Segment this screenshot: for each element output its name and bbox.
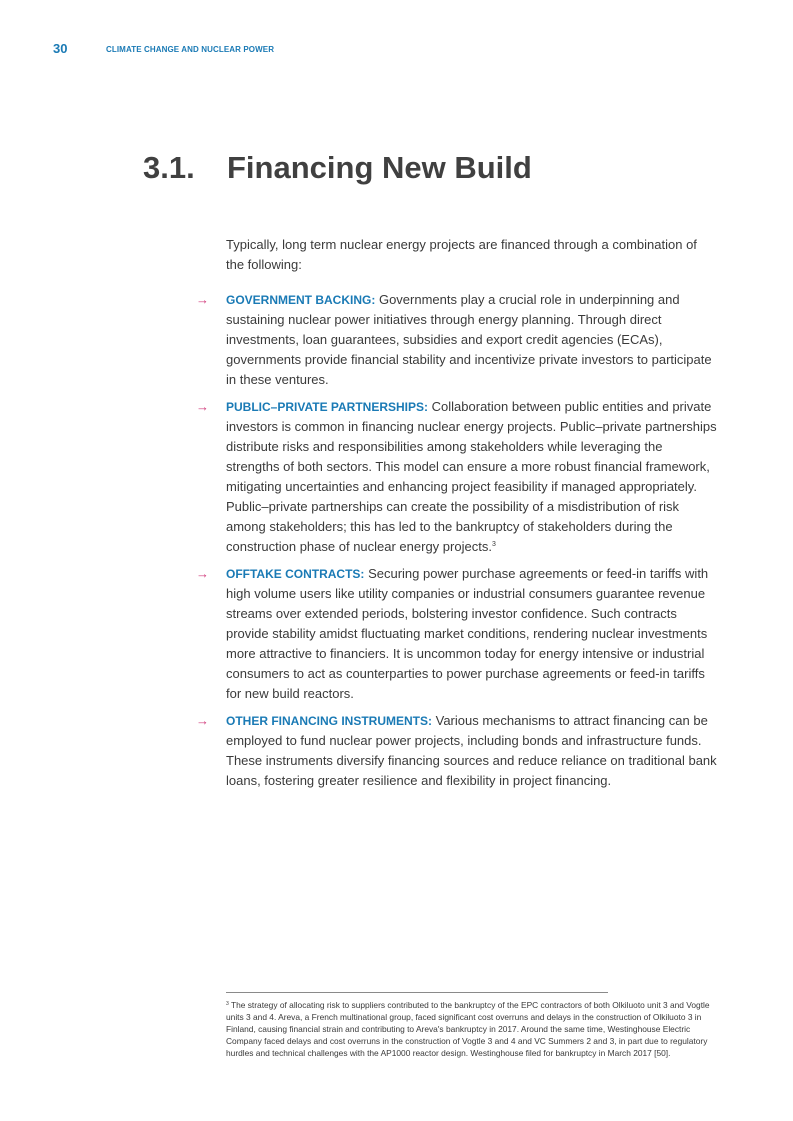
arrow-right-icon: → [196, 566, 209, 581]
intro-paragraph: Typically, long term nuclear energy projects are financed through a combination of the following: [226, 237, 697, 272]
section-heading [143, 150, 532, 186]
footnote-text: The strategy of allocating risk to suppliers contributed to the bankruptcy of the EPC contractors of both Olkiluoto unit 3 and Vogtle units 3 and 4. Areva, a French multinational group, faced significant cost overruns and delays in the construction of Olkiluoto 3 in Finland, causing financial strain and contributing to Areva's bankruptcy in 2017. Around the same time, Westinghouse Electric Company faced delays and cost overruns in the construction of Vogtle 3 and 4 and VC Summers 2 and 3, in part due to regulatory hurdles and technical challenges with the AP1000 reactor design. Westinghouse filed for bankruptcy in March 2017 [50]. [226, 1000, 710, 1058]
list-item-public-private-partnerships [196, 397, 718, 557]
footnote-reference[interactable]: 3 [491, 541, 496, 548]
list-item-text: Various mechanisms to attract financing can be employed to fund nuclear power projects, including bonds and infrastructure funds. These instruments diversify financing sources and reduce reliance on traditional bank loans, fostering greater resilience and flexibility in project financing. [226, 713, 717, 788]
list-item-lead: GOVERNMENT BACKING: [226, 293, 376, 307]
section-number: 3.1. [143, 150, 195, 185]
list-item-lead: PUBLIC–PRIVATE PARTNERSHIPS: [226, 400, 429, 414]
list-item-text: Collaboration between public entities and private investors is common in financing nuclear energy projects. Public–private partnerships distribute risks and responsibilities among stakeholders while leveraging the strengths of both sectors. This model can ensure a more robust financial framework, mitigating uncertainties and enhancing project feasibility if managed appropriately. Public–private partnerships can create the possibility of a misdistribution of risk among stakeholders; this has led to the bankruptcy of stakeholders during the construction phase of nuclear energy projects. [226, 399, 717, 554]
arrow-right-icon: → [196, 399, 209, 414]
list-item-lead: OFFTAKE CONTRACTS: [226, 567, 365, 581]
financing-methods-list [196, 290, 718, 798]
footnote-divider [226, 992, 608, 993]
footnote [226, 999, 716, 1059]
list-item-government-backing [196, 290, 718, 390]
list-item-other-financing-instruments [196, 711, 718, 791]
arrow-right-icon: → [196, 292, 209, 307]
list-item-lead: OTHER FINANCING INSTRUMENTS: [226, 714, 432, 728]
section-title-text: Financing New Build [227, 150, 532, 185]
arrow-right-icon: → [196, 713, 209, 728]
page-number: 30 [53, 41, 68, 56]
list-item-text: Governments play a crucial role in underpinning and sustaining nuclear power initiatives through energy planning. Through direct investments, loan guarantees, subsidies and export credit agencies (ECAs), governments provide financial stability and incentivize private investors to participate in these ventures. [226, 292, 712, 387]
footnote-marker: 3 [226, 1001, 229, 1007]
running-header-title: CLIMATE CHANGE AND NUCLEAR POWER [106, 45, 275, 54]
list-item-offtake-contracts [196, 564, 718, 704]
list-item-text: Securing power purchase agreements or feed-in tariffs with high volume users like utility companies or industrial consumers guarantee revenue streams over extended periods, bolstering investor confidence. Such contracts provide stability amidst fluctuating market conditions, rendering nuclear investments more attractive to financiers. It is uncommon today for energy intensive or industrial consumers to act as counterparties to power purchase agreements or feed-in tariffs for new build reactors. [226, 566, 709, 701]
